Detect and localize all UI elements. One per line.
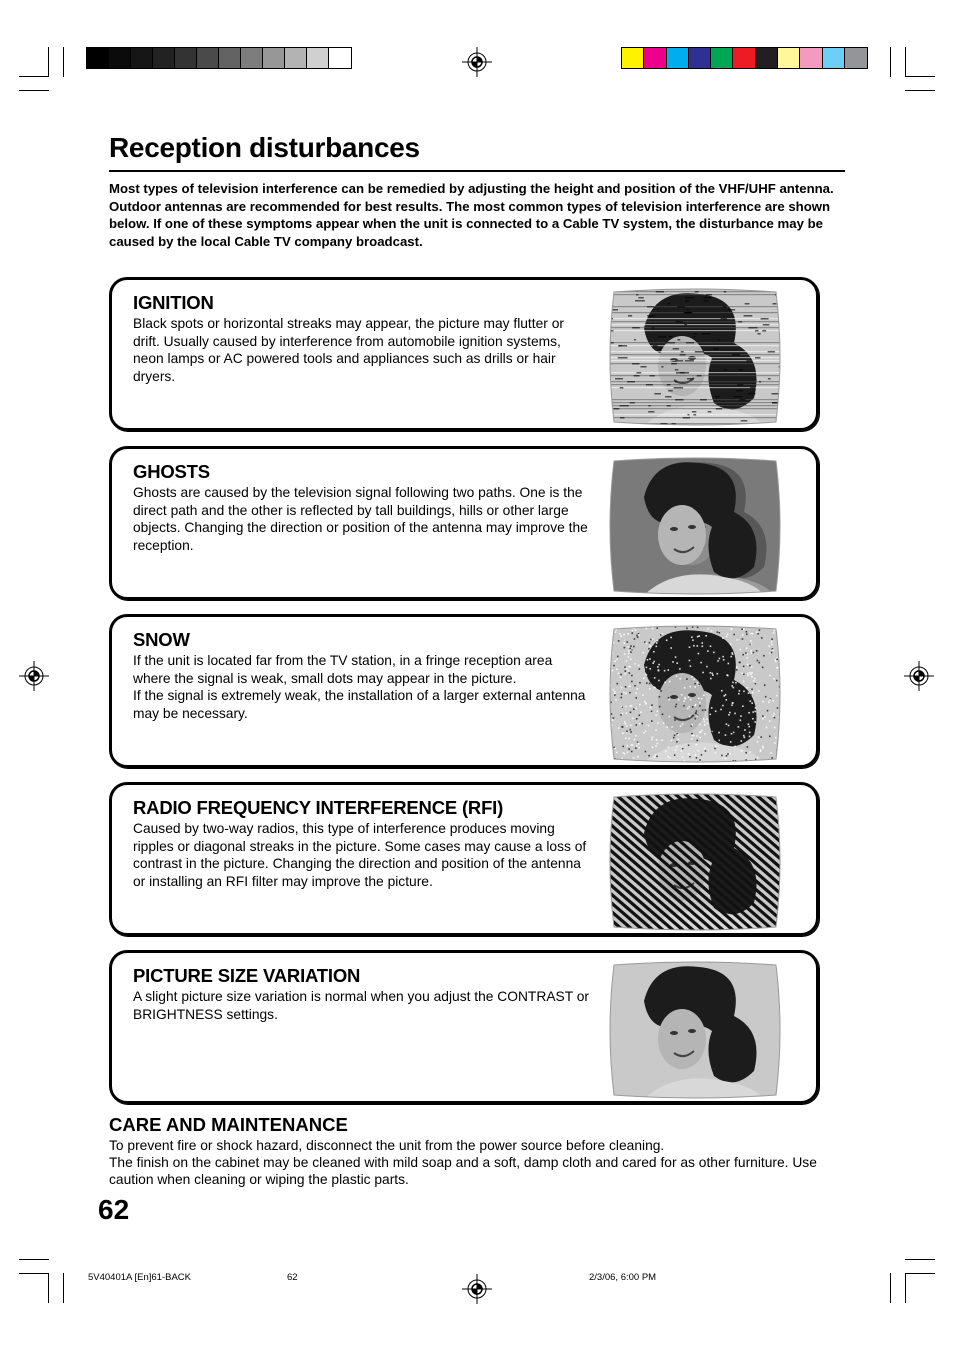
swatch	[109, 48, 131, 68]
swatch	[756, 48, 778, 68]
section-text: Ghosts are caused by the television signal following two paths. One is the direct path and the other is reflected by tall buildings, hills or other large objects. Changing the direction or position of the antenna may improve the reception.	[133, 485, 588, 553]
footer-timestamp: 2/3/06, 6:00 PM	[589, 1272, 657, 1283]
swatch	[644, 48, 666, 68]
section-ghosts	[109, 446, 819, 600]
swatch	[87, 48, 109, 68]
swatch	[622, 48, 644, 68]
registration-mark-icon	[462, 1274, 492, 1304]
swatch	[733, 48, 755, 68]
section-heading: SNOW	[133, 629, 190, 650]
section-text: If the unit is located far from the TV station, in a fringe reception area where the signal is weak, small dots may appear in the picture. If the signal is extremely weak, the installation of a larger external antenna may be necessary.	[133, 653, 586, 721]
swatch	[711, 48, 733, 68]
intro-paragraph: Most types of television interference can be remedied by adjusting the height and position of the VHF/UHF antenna. Outdoor antennas are recommended for best results. The most common types of television interference are shown below. If one of these symptoms appear when the unit is connected to a Cable TV system, the disturbance may be caused by the local Cable TV company broadcast.	[109, 181, 834, 249]
swatch	[175, 48, 197, 68]
swatch	[667, 48, 689, 68]
care-text: To prevent fire or shock hazard, disconnect the unit from the power source before cleaning. The finish on the cabinet may be cleaned with mild soap and a soft, damp cloth and cared for as other furniture. Use caution when cleaning or wiping the plastic parts.	[109, 1138, 817, 1187]
registration-mark-icon	[462, 47, 492, 77]
tv-screen-ghosts-image	[604, 457, 786, 595]
swatch	[285, 48, 307, 68]
section-heading: PICTURE SIZE VARIATION	[133, 965, 361, 986]
tv-screen-rfi-image	[604, 793, 786, 931]
section-text: A slight picture size variation is normal when you adjust the CONTRAST or BRIGHTNESS settings.	[133, 989, 590, 1022]
registration-mark-icon	[904, 661, 934, 691]
grayscale-calibration-bar	[86, 47, 352, 69]
tv-screen-ignition-image	[604, 288, 786, 426]
care-heading: CARE AND MAINTENANCE	[109, 1114, 348, 1135]
section-text: Black spots or horizontal streaks may appear, the picture may flutter or drift. Usually caused by interference from automobile ignition systems, neon lamps or AC powered tools and appliances such as drills or hair dryers.	[133, 316, 564, 384]
registration-mark-icon	[19, 661, 49, 691]
swatch	[131, 48, 153, 68]
swatch	[823, 48, 845, 68]
section-text: Caused by two-way radios, this type of interference produces moving ripples or diagonal streaks in the picture. Some cases may cause a loss of contrast in the picture. Changing the direction and position of the antenna or installing an RFI filter may improve the picture.	[133, 821, 587, 889]
section-heading: GHOSTS	[133, 461, 210, 482]
tv-screen-snow-image	[604, 625, 786, 763]
tv-screen-normal-image	[604, 961, 786, 1099]
section-heading: RADIO FREQUENCY INTERFERENCE (RFI)	[133, 797, 504, 818]
swatch	[219, 48, 241, 68]
color-calibration-bar	[621, 47, 868, 69]
page-number: 62	[98, 1194, 130, 1225]
section-rfi	[109, 782, 819, 936]
swatch	[263, 48, 285, 68]
section-snow	[109, 614, 819, 768]
swatch	[845, 48, 867, 68]
section-picture-size-variation	[109, 950, 819, 1104]
section-heading: IGNITION	[133, 292, 214, 313]
section-ignition	[109, 277, 819, 431]
title-rule	[109, 170, 845, 172]
footer-file-name: 5V40401A [En]61-BACK	[88, 1272, 191, 1283]
swatch	[241, 48, 263, 68]
swatch	[307, 48, 329, 68]
page-title: Reception disturbances	[109, 132, 420, 163]
swatch	[329, 48, 351, 68]
swatch	[197, 48, 219, 68]
swatch	[689, 48, 711, 68]
swatch	[153, 48, 175, 68]
swatch	[800, 48, 822, 68]
footer-page-number: 62	[287, 1272, 298, 1283]
swatch	[778, 48, 800, 68]
